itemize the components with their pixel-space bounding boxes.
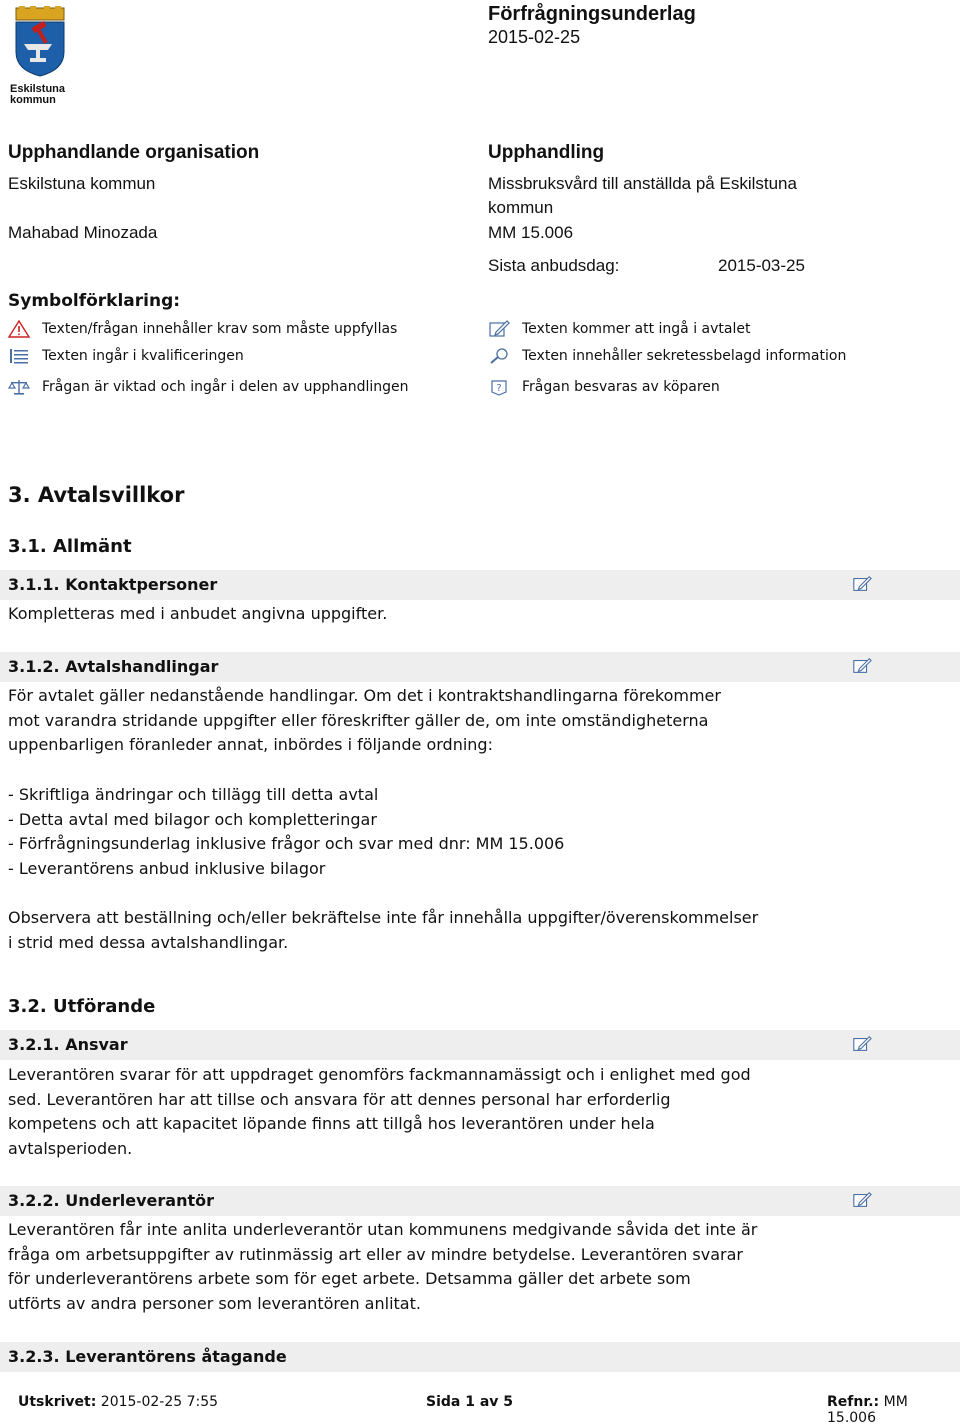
coat-of-arms-icon xyxy=(10,6,70,78)
section-3-2-1-band xyxy=(0,1030,960,1060)
paragraph-line: mot varandra stridande uppgifter eller föreskrifter gäller de, om inte omständigheterna xyxy=(8,710,709,730)
footer-page: Sida 1 av 5 xyxy=(426,1394,514,1410)
org-contact: Mahabad Minozada xyxy=(8,223,158,242)
section-3-heading: 3. Avtalsvillkor xyxy=(8,483,185,507)
section-3-1-1-title: 3.1.1. Kontaktpersoner xyxy=(8,575,218,594)
svg-text:?: ? xyxy=(496,383,502,394)
section-3-1-2-note xyxy=(8,906,808,955)
section-3-2-3-band xyxy=(0,1342,960,1372)
legend-item-weighted xyxy=(8,378,409,396)
edit-icon xyxy=(488,320,510,338)
paragraph-line: För avtalet gäller nedanstående handlingar. Om det i kontraktshandlingarna förekommer xyxy=(8,686,721,705)
section-3-2-1-body xyxy=(8,1063,808,1161)
paragraph-line: Leverantören får inte anlita underleverantör utan kommunens medgivande såvida det inte är xyxy=(8,1220,758,1239)
paragraph-line: för underleverantörens arbete som för eget arbete. Detsamma gäller det arbete som xyxy=(8,1269,691,1288)
document-date: 2015-02-25 xyxy=(488,27,581,47)
paragraph-line: utförts av andra personer som leverantören anlitat. xyxy=(8,1293,421,1313)
legend-text-contract: Texten kommer att ingå i avtalet xyxy=(522,321,751,337)
paragraph-line: sed. Leverantören har att tillse och ansvara för att dennes personal har erforderlig xyxy=(8,1089,671,1109)
scale-icon xyxy=(8,378,30,396)
procurement-ref: MM 15.006 xyxy=(488,223,574,242)
question-icon xyxy=(488,378,510,396)
legend-item-contract xyxy=(488,320,750,338)
paragraph-line: Observera att beställning och/eller bekräftelse inte får innehålla uppgifter/överenskommelser xyxy=(8,908,759,927)
paragraph-line: i strid med dessa avtalshandlingar. xyxy=(8,932,289,952)
section-3-2-heading: 3.2. Utförande xyxy=(8,996,156,1017)
edit-icon xyxy=(852,1034,872,1054)
section-3-2-2-body xyxy=(8,1218,808,1316)
paragraph-line: kompetens och att kapacitet löpande finns att tillgå hos leverantören under hela xyxy=(8,1114,655,1133)
logo-caption-line1: Eskilstuna xyxy=(10,83,66,95)
legend-heading: Symbolförklaring: xyxy=(8,291,181,311)
legend-item-mandatory xyxy=(8,320,397,338)
footer-ref-value: MM 15.006 xyxy=(827,1394,908,1426)
section-3-1-1-band xyxy=(0,570,960,600)
legend-item-qualification xyxy=(8,347,244,365)
municipality-logo xyxy=(10,6,70,106)
legend-text-buyer: Frågan besvaras av köparen xyxy=(522,379,720,395)
logo-caption-line2: kommun xyxy=(10,94,56,106)
list-item: - Leverantörens anbud inklusive bilagor xyxy=(8,858,326,878)
footer-printed-label: Utskrivet: xyxy=(18,1394,97,1410)
document-title: Förfrågningsunderlag xyxy=(488,3,696,25)
list-icon xyxy=(8,347,30,365)
legend-item-buyer xyxy=(488,378,720,396)
list-item: - Förfrågningsunderlag inklusive frågor och svar med dnr: MM 15.006 xyxy=(8,834,565,853)
section-3-1-2-intro xyxy=(8,684,808,758)
legend-text-mandatory: Texten/frågan innehåller krav som måste uppfyllas xyxy=(42,321,398,337)
section-3-2-2-band xyxy=(0,1186,960,1216)
section-3-1-1-body: Kompletteras med i anbudet angivna uppgifter. xyxy=(8,604,388,623)
legend-item-confidential xyxy=(488,347,846,365)
legend-text-weighted: Frågan är viktad och ingår i delen av upphandlingen xyxy=(42,379,409,395)
section-3-2-1-title: 3.2.1. Ansvar xyxy=(8,1035,128,1054)
section-3-2-2-title: 3.2.2. Underleverantör xyxy=(8,1191,215,1210)
warning-icon xyxy=(8,320,30,338)
search-icon xyxy=(488,347,510,365)
legend-text-confidential: Texten innehåller sekretessbelagd information xyxy=(522,348,847,364)
deadline-value: 2015-03-25 xyxy=(718,256,805,275)
section-3-1-2-list xyxy=(8,783,808,881)
org-heading: Upphandlande organisation xyxy=(8,142,260,163)
paragraph-line: avtalsperioden. xyxy=(8,1138,133,1158)
deadline-label: Sista anbudsdag: xyxy=(488,256,620,275)
paragraph-line: Leverantören svarar för att uppdraget genomförs fackmannamässigt och i enlighet med god xyxy=(8,1065,751,1084)
section-3-1-2-band xyxy=(0,652,960,682)
list-item: - Detta avtal med bilagor och kompletteringar xyxy=(8,809,377,829)
paragraph-line: fråga om arbetsuppgifter av rutinmässig art eller av mindre betydelse. Leverantören svarar xyxy=(8,1244,743,1264)
footer-ref-label: Refnr.: xyxy=(827,1394,880,1410)
procurement-title-line1: Missbruksvård till anställda på Eskilstuna xyxy=(488,174,797,193)
section-3-2-3-title: 3.2.3. Leverantörens åtagande xyxy=(8,1347,287,1366)
legend-text-qualification: Texten ingår i kvalificeringen xyxy=(42,348,244,364)
section-3-1-2-title: 3.1.2. Avtalshandlingar xyxy=(8,657,219,676)
paragraph-line: uppenbarligen föranleder annat, inbördes i följande ordning: xyxy=(8,735,493,754)
footer-ref xyxy=(827,1394,960,1426)
footer-printed xyxy=(18,1394,218,1410)
list-item: - Skriftliga ändringar och tillägg till detta avtal xyxy=(8,785,379,804)
org-name: Eskilstuna kommun xyxy=(8,174,156,193)
procurement-title-line2: kommun xyxy=(488,198,554,217)
section-3-1-heading: 3.1. Allmänt xyxy=(8,536,132,557)
procurement-heading: Upphandling xyxy=(488,142,605,163)
edit-icon xyxy=(852,574,872,594)
edit-icon xyxy=(852,656,872,676)
footer-printed-value: 2015-02-25 7:55 xyxy=(100,1394,219,1410)
edit-icon xyxy=(852,1190,872,1210)
